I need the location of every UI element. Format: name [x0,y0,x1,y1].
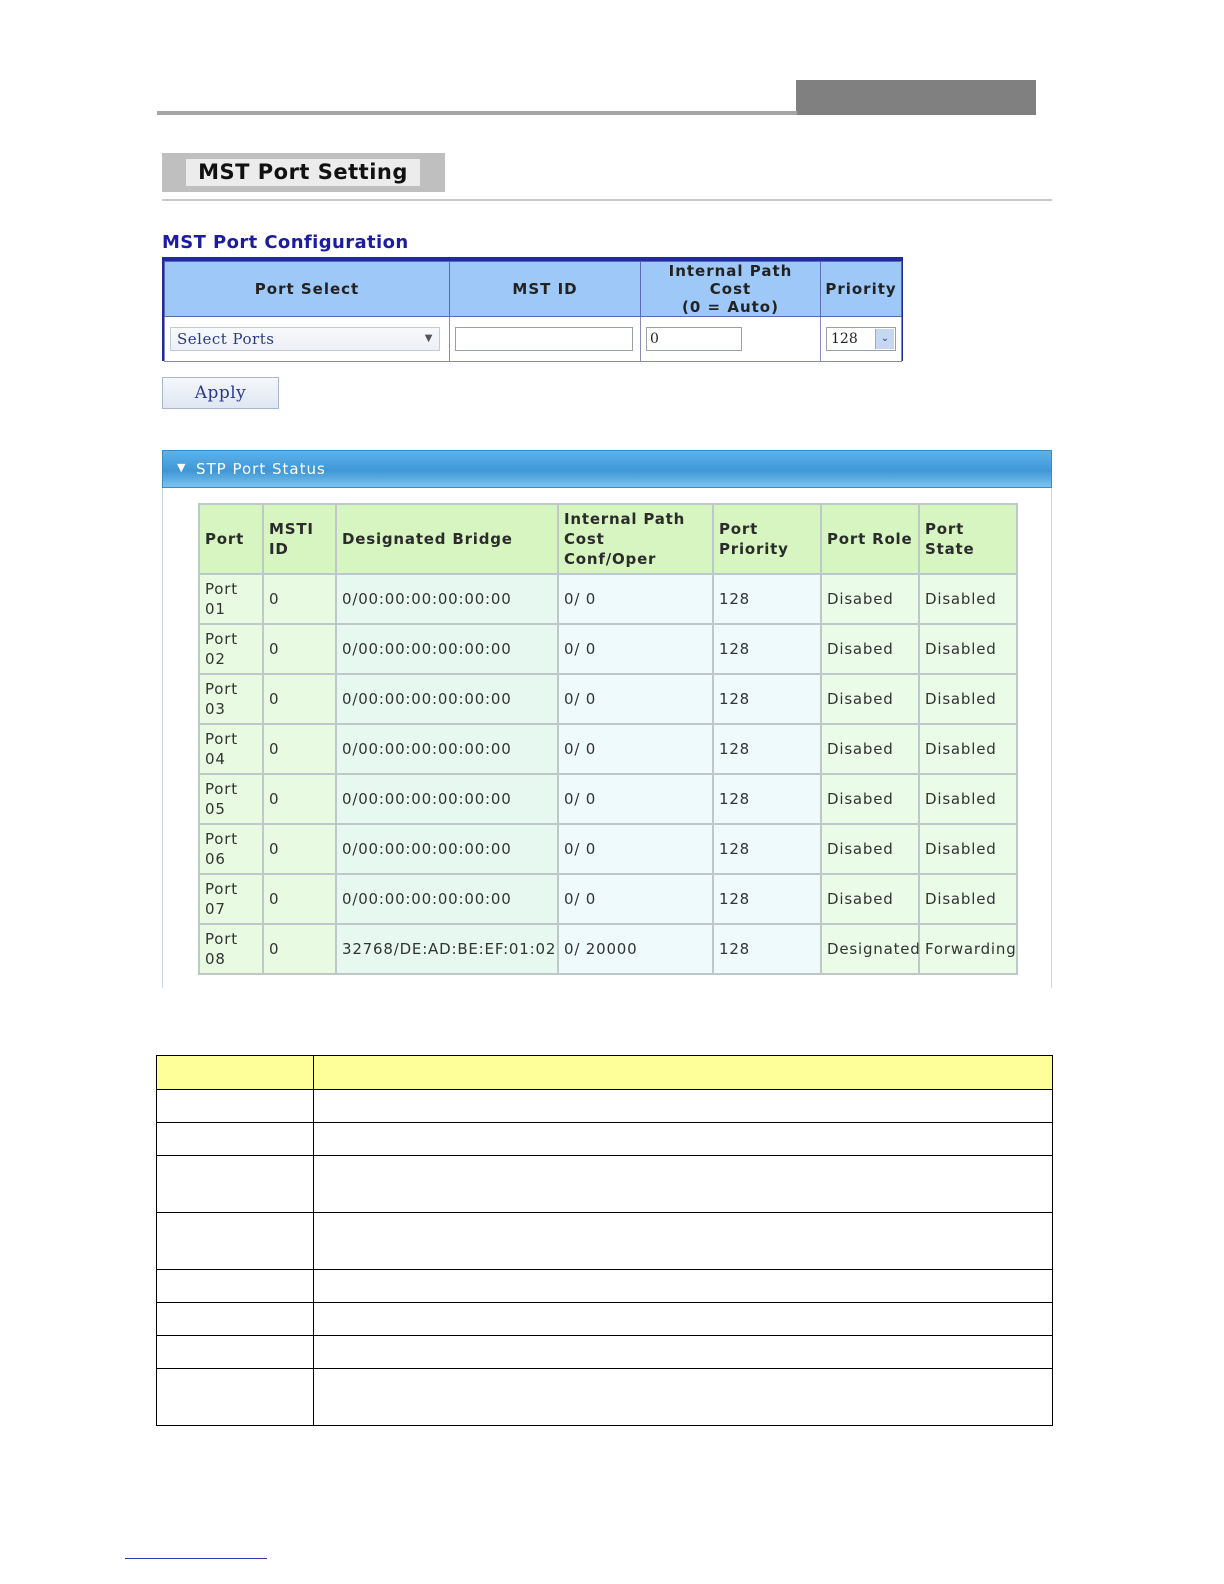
desc-cell [157,1303,314,1336]
cell-port-priority: 128 [713,824,821,874]
port-select-value: Select Ports [177,330,275,348]
col-cost-line1: Internal Path [564,510,686,528]
stp-table-row [199,824,1017,874]
cell-port-number: 05 [205,800,226,818]
cell-port-state: Disabled [919,674,1017,724]
cell-port-role: Disabed [821,624,919,674]
config-table [164,261,902,362]
apply-button[interactable]: Apply [162,377,279,409]
col-prio-line1: Port [719,520,759,538]
cell-internal-path-cost: 0/ 20000 [558,924,713,974]
desc-cell [157,1090,314,1123]
cell-port-state: Disabled [919,724,1017,774]
cell-port [199,724,263,774]
cell-port-label: Port [205,580,238,598]
cell-port [199,924,263,974]
footer-link-underline [125,1558,267,1559]
col-designated-bridge: Designated Bridge [336,504,558,574]
col-port: Port [199,504,263,574]
cell-designated-bridge: 0/00:00:00:00:00:00 [336,574,558,624]
cell-port-number: 02 [205,650,226,668]
desc-cell [314,1090,1053,1123]
desc-cell [157,1123,314,1156]
cell-port-role: Disabed [821,674,919,724]
desc-cell [157,1369,314,1426]
cell-port-role: Designated [821,924,919,974]
cell-port-state: Disabled [919,824,1017,874]
stp-table-row [199,874,1017,924]
col-msti-line2: ID [269,540,289,558]
cell-port-label: Port [205,630,238,648]
cell-port-label: Port [205,830,238,848]
cell-port [199,574,263,624]
cell-designated-bridge: 0/00:00:00:00:00:00 [336,774,558,824]
desc-cell [157,1213,314,1270]
cell-designated-bridge: 0/00:00:00:00:00:00 [336,824,558,874]
priority-cell [821,317,902,362]
cell-port-role: Disabed [821,774,919,824]
cell-port-priority: 128 [713,674,821,724]
cost-cell [641,317,821,362]
cell-msti-id: 0 [263,724,336,774]
internal-path-cost-input[interactable]: 0 [646,327,742,351]
desc-cell [314,1213,1053,1270]
desc-header-description [314,1056,1053,1090]
cell-port-priority: 128 [713,774,821,824]
cell-internal-path-cost: 0/ 0 [558,874,713,924]
cell-port-state: Forwarding [919,924,1017,974]
port-select-dropdown[interactable] [170,327,440,351]
stp-status-table [198,503,1018,975]
header-priority: Priority [821,262,902,317]
desc-cell [157,1270,314,1303]
desc-cell [314,1156,1053,1213]
cell-port-role: Disabed [821,874,919,924]
cell-designated-bridge: 0/00:00:00:00:00:00 [336,624,558,674]
col-msti-line1: MSTI [269,520,314,538]
cell-designated-bridge: 0/00:00:00:00:00:00 [336,674,558,724]
cell-port-state: Disabled [919,874,1017,924]
cell-port-number: 08 [205,950,226,968]
desc-cell [314,1123,1053,1156]
cell-internal-path-cost: 0/ 0 [558,824,713,874]
col-cost-line3: Conf/Oper [564,550,657,568]
desc-cell [314,1336,1053,1369]
col-port-state: Port State [919,504,1017,574]
desc-cell [157,1336,314,1369]
stp-table-row [199,624,1017,674]
header-port-select: Port Select [165,262,450,317]
cell-port-priority: 128 [713,724,821,774]
mst-id-cell [450,317,641,362]
cell-internal-path-cost: 0/ 0 [558,724,713,774]
col-msti-id [263,504,336,574]
stp-status-title: STP Port Status [196,460,326,478]
cell-port-priority: 128 [713,574,821,624]
cell-port-number: 03 [205,700,226,718]
header-cost-line2: (0 = Auto) [682,298,779,316]
cell-port [199,874,263,924]
stp-table-row [199,724,1017,774]
cell-port-label: Port [205,780,238,798]
desc-cell [157,1156,314,1213]
col-port-priority [713,504,821,574]
cell-msti-id: 0 [263,624,336,674]
section-title-box [162,153,445,192]
config-heading: MST Port Configuration [162,232,409,253]
cell-port-role: Disabed [821,574,919,624]
stp-status-header[interactable] [162,450,1052,488]
cell-designated-bridge: 0/00:00:00:00:00:00 [336,874,558,924]
cell-designated-bridge: 0/00:00:00:00:00:00 [336,724,558,774]
cell-port-number: 04 [205,750,226,768]
cell-msti-id: 0 [263,924,336,974]
port-select-cell [165,317,450,362]
cell-designated-bridge: 32768/DE:AD:BE:EF:01:02 [336,924,558,974]
stp-table-row [199,574,1017,624]
cell-internal-path-cost: 0/ 0 [558,624,713,674]
cell-port-number: 06 [205,850,226,868]
desc-cell [314,1369,1053,1426]
cell-port-number: 01 [205,600,226,618]
cell-port-priority: 128 [713,924,821,974]
cell-port-label: Port [205,930,238,948]
section-title: MST Port Setting [186,159,420,186]
col-port-role: Port Role [821,504,919,574]
stp-table-row [199,774,1017,824]
col-prio-line2: Priority [719,540,789,558]
description-table [156,1055,1053,1426]
cell-msti-id: 0 [263,674,336,724]
cell-port-label: Port [205,680,238,698]
cell-internal-path-cost: 0/ 0 [558,674,713,724]
header-tab-block [796,80,1036,115]
desc-cell [314,1303,1053,1336]
stp-table-row [199,674,1017,724]
col-cost-line2: Cost [564,530,605,548]
cell-internal-path-cost: 0/ 0 [558,774,713,824]
cell-msti-id: 0 [263,574,336,624]
cell-port-priority: 128 [713,874,821,924]
cell-port-label: Port [205,730,238,748]
cell-msti-id: 0 [263,774,336,824]
cell-port [199,674,263,724]
cell-port [199,774,263,824]
col-internal-path-cost [558,504,713,574]
stp-table-row [199,924,1017,974]
collapse-triangle-icon: ▼ [177,461,186,474]
cell-msti-id: 0 [263,874,336,924]
select-arrow-icon: ⌄ [875,329,894,349]
cell-internal-path-cost: 0/ 0 [558,574,713,624]
cell-msti-id: 0 [263,824,336,874]
desc-cell [314,1270,1053,1303]
cell-port-role: Disabed [821,824,919,874]
cell-port-role: Disabed [821,724,919,774]
section-divider [162,199,1052,201]
cell-port [199,624,263,674]
config-table-frame [162,257,903,361]
cell-port-state: Disabled [919,774,1017,824]
header-cost-line1: Internal Path Cost [668,262,793,298]
priority-select[interactable] [826,327,896,351]
header-mst-id: MST ID [450,262,641,317]
cell-port-state: Disabled [919,624,1017,674]
cell-port-number: 07 [205,900,226,918]
cell-port-state: Disabled [919,574,1017,624]
header-internal-path-cost [641,262,821,317]
cell-port-label: Port [205,880,238,898]
dropdown-caret-icon: ▼ [424,333,433,344]
cell-port [199,824,263,874]
priority-value: 128 [831,331,858,347]
mst-id-input[interactable] [455,327,633,351]
cell-port-priority: 128 [713,624,821,674]
header-rule [157,111,797,115]
desc-header-object [157,1056,314,1090]
